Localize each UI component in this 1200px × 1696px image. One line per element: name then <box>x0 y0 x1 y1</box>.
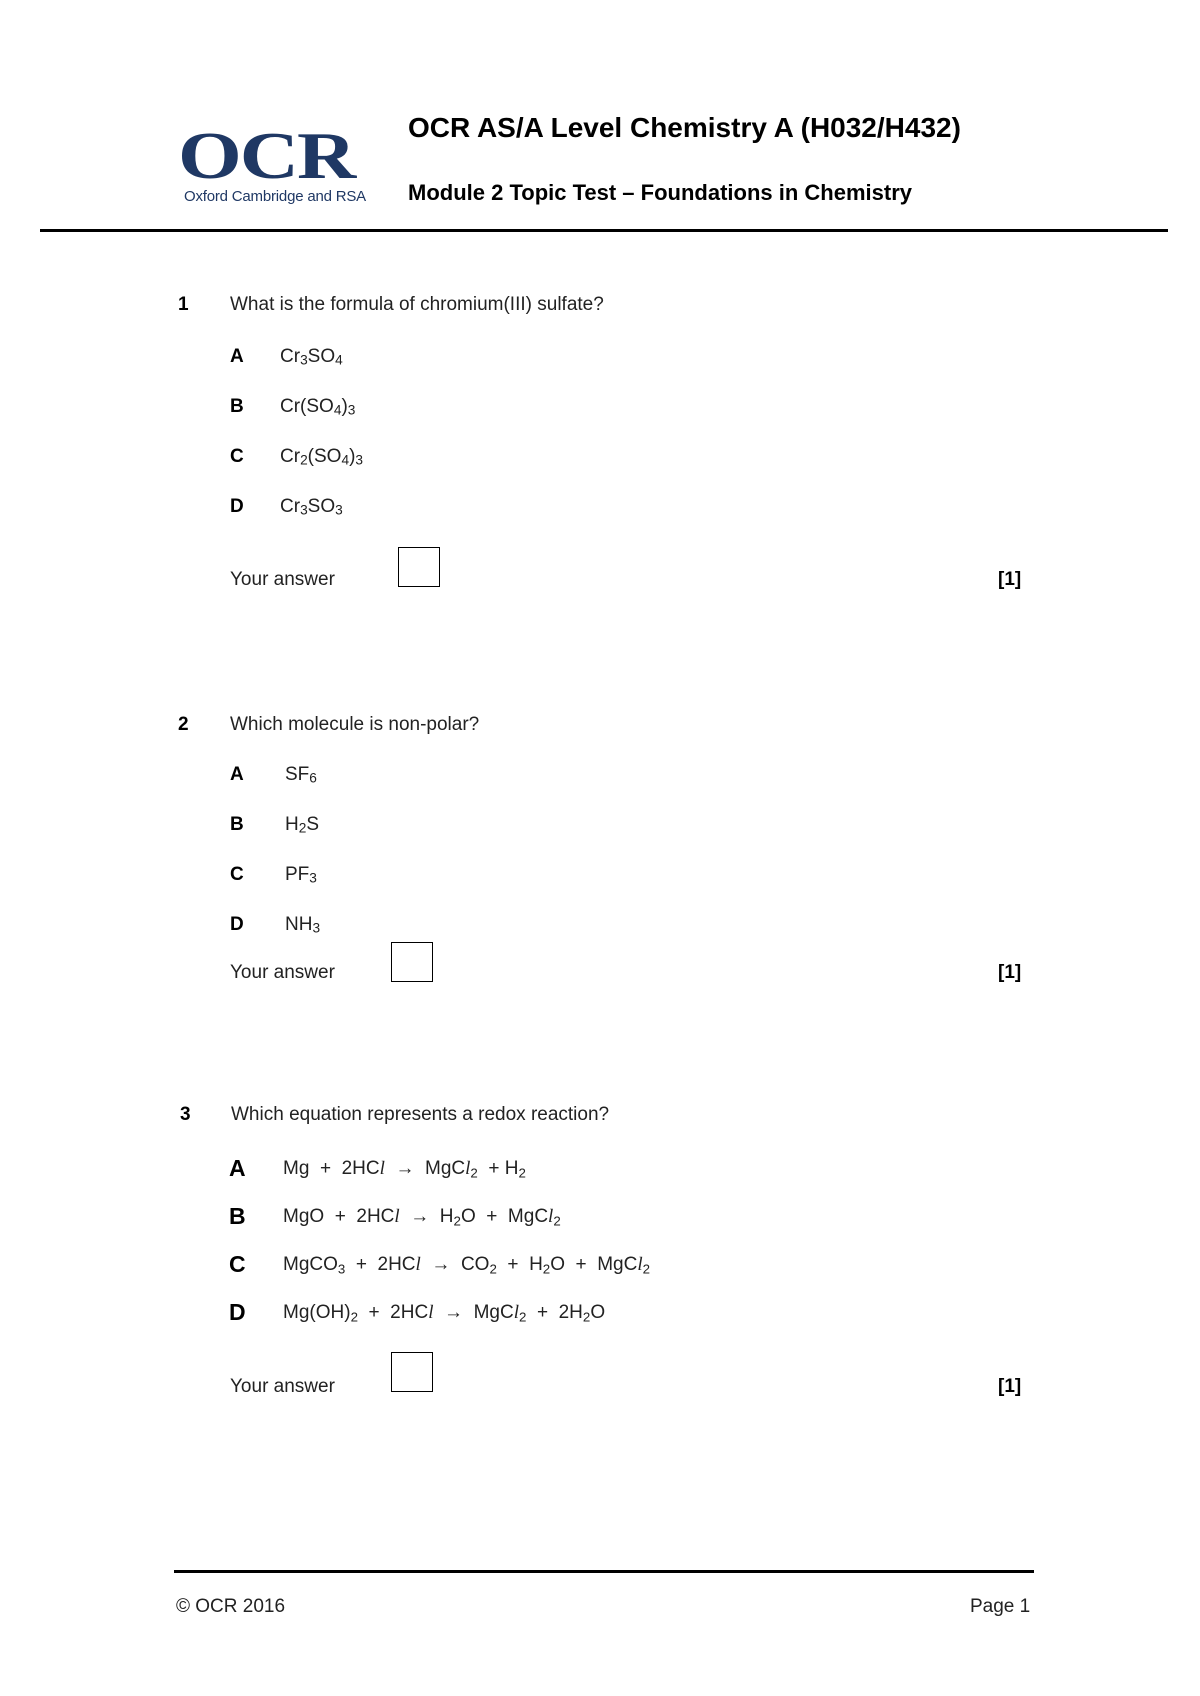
option-equation: Mg + 2HCl → MgCl$_2$ + $H_2$ <box>283 1158 526 1181</box>
document-subtitle: Module 2 Topic Test – Foundations in Chemistry <box>408 180 913 205</box>
option-letter: C <box>230 864 244 885</box>
option-text: $SF_6$ <box>285 764 317 786</box>
footer-divider <box>174 1570 1034 1573</box>
answer-box[interactable] <box>398 547 440 587</box>
question-number: 3 <box>180 1104 191 1125</box>
option-equation: $Mg(OH)_2 + 2HCl$ → MgCl$_2$ + $2H_2O$ <box>283 1302 606 1325</box>
copyright-text: © OCR 2016 <box>176 1596 286 1617</box>
logo-subtext: Oxford Cambridge and RSA <box>184 188 366 205</box>
option-letter: D <box>229 1299 246 1325</box>
question-text: What is the formula of chromium(III) sulfate? <box>230 294 604 315</box>
option-text: $PF_3$ <box>285 864 317 886</box>
question-text: Which molecule is non-polar? <box>230 714 480 735</box>
answer-box[interactable] <box>391 1352 433 1392</box>
question-text: Which equation represents a redox reaction? <box>231 1104 610 1125</box>
option-text: $Cr_3SO_3$ <box>280 496 343 518</box>
option-letter: B <box>230 396 244 417</box>
option-equation: MgO + $2HCl \to H_2O$ + MgCl$_2$ <box>283 1206 561 1229</box>
option-text: $Cr_2(SO_4)_3$ <box>280 446 363 468</box>
option-letter: D <box>230 496 244 517</box>
question-number: 2 <box>178 714 189 735</box>
page-number: Page 1 <box>970 1596 1031 1617</box>
option-equation: MgCO$_3$ + $2HCl \to CO_2 + H_2O$ + MgCl$_2$ <box>283 1254 650 1277</box>
option-letter: A <box>230 346 244 367</box>
answer-box[interactable] <box>391 942 433 982</box>
answer-label: Your answer <box>230 569 335 590</box>
option-letter: C <box>229 1251 246 1277</box>
option-text: $Cr(SO_4)_3$ <box>280 396 356 418</box>
document-title: OCR AS/A Level Chemistry A (H032/H432) <box>408 112 961 143</box>
option-letter: D <box>230 914 244 935</box>
logo-wordmark: OCR <box>178 117 355 193</box>
question-number: 1 <box>178 294 189 315</box>
option-letter: C <box>230 446 244 467</box>
option-text: $Cr_3SO_4$ <box>280 346 343 368</box>
answer-label: Your answer <box>230 1376 335 1397</box>
option-text: $H_2S$ <box>285 814 320 836</box>
option-letter: B <box>229 1203 246 1229</box>
marks-label: [1] <box>998 1376 1022 1397</box>
marks-label: [1] <box>998 569 1022 590</box>
header-divider <box>40 229 1168 232</box>
option-letter: A <box>230 764 244 785</box>
option-letter: A <box>229 1155 246 1181</box>
option-text: $NH_3$ <box>285 914 321 936</box>
ocr-logo <box>178 117 390 210</box>
option-letter: B <box>230 814 244 835</box>
marks-label: [1] <box>998 962 1022 983</box>
answer-label: Your answer <box>230 962 335 983</box>
